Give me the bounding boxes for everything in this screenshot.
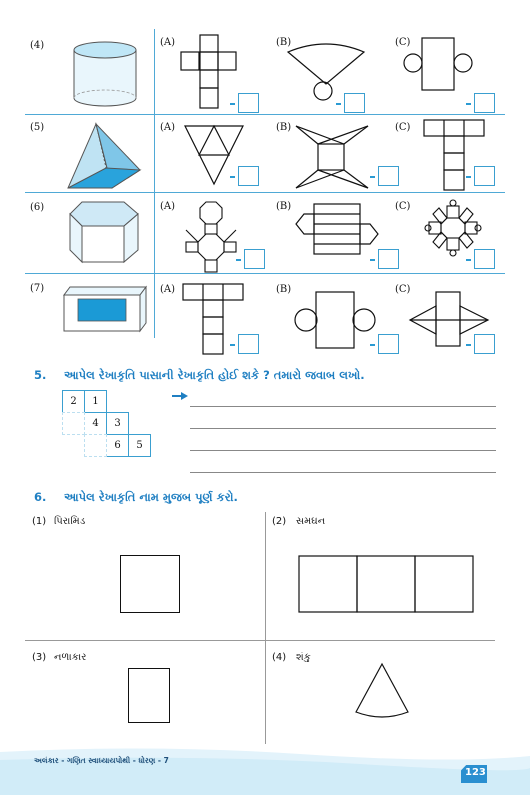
- cylinder-rectangle: [128, 668, 170, 723]
- answer-box[interactable]: [344, 93, 365, 113]
- footer-text: અલંકાર - ગણિત સ્વાધ્યાયપોથી - ધોરણ - 7: [34, 756, 169, 765]
- option-label: (C): [395, 201, 411, 212]
- net-hexagon-prism: [294, 200, 380, 258]
- answer-box[interactable]: [238, 93, 259, 113]
- cuboid-image: [60, 285, 150, 335]
- table-row-divider: [25, 114, 505, 115]
- hexagonal-prism-image: [68, 200, 140, 264]
- row-number: (5): [30, 122, 45, 133]
- dice-net-cell: 6: [106, 434, 129, 457]
- q6-item-name: પિરામિડ: [54, 516, 86, 527]
- question-6-title: આપેલ રેખાકૃતિ નામ મુજબ પૂર્ણ કરો.: [64, 490, 238, 504]
- net-star: [294, 124, 370, 190]
- q6-item-number: (4): [272, 652, 287, 663]
- answer-line[interactable]: [190, 472, 496, 473]
- answer-dash: [466, 344, 471, 346]
- pyramid-square-base: [120, 555, 180, 613]
- table-row-divider: [25, 273, 505, 274]
- dice-net-cell: 4: [84, 412, 107, 435]
- answer-box[interactable]: [238, 334, 259, 354]
- option-label: (B): [276, 284, 292, 295]
- answer-dash: [466, 259, 471, 261]
- pyramid-image: [66, 122, 142, 194]
- net-cylinder-b: [294, 290, 376, 352]
- answer-dash: [230, 344, 235, 346]
- option-label: (B): [276, 122, 292, 133]
- option-label: (A): [160, 122, 176, 133]
- answer-dash: [466, 103, 471, 105]
- page-number: 123: [465, 767, 486, 778]
- option-label: (A): [160, 201, 176, 212]
- net-octagon-prism-a: [182, 200, 242, 274]
- answer-dash: [336, 103, 341, 105]
- net-cross-cube: [180, 34, 240, 114]
- answer-box[interactable]: [378, 334, 399, 354]
- dice-net-cell: 3: [106, 412, 129, 435]
- option-label: (C): [395, 37, 411, 48]
- answer-box[interactable]: [238, 166, 259, 186]
- row-number: (7): [30, 283, 45, 294]
- table-divider-vertical: [154, 29, 155, 338]
- answer-dash: [370, 259, 375, 261]
- answer-box[interactable]: [474, 249, 495, 269]
- option-label: (B): [276, 201, 292, 212]
- question-6-number: 6.: [34, 490, 47, 504]
- option-label: (A): [160, 284, 176, 295]
- answer-line[interactable]: [190, 428, 496, 429]
- row-number: (4): [30, 40, 45, 51]
- answer-box[interactable]: [378, 166, 399, 186]
- footer-wave: [0, 746, 530, 795]
- q6-item-name: શંકુ: [296, 652, 311, 663]
- cone-sector: [352, 662, 412, 722]
- net-t-cube: [182, 282, 246, 358]
- answer-dash: [370, 176, 375, 178]
- dice-net-cell: 5: [128, 434, 151, 457]
- q6-item-number: (1): [32, 516, 47, 527]
- dice-net-cell: 1: [84, 390, 107, 413]
- row-number: (6): [30, 202, 45, 213]
- answer-line[interactable]: [190, 406, 496, 407]
- option-label: (C): [395, 122, 411, 133]
- answer-box[interactable]: [474, 334, 495, 354]
- net-triangle: [183, 124, 245, 186]
- dice-net-empty-cell: [84, 434, 107, 457]
- answer-box[interactable]: [244, 249, 265, 269]
- question-5-title: આપેલ રેખાકૃતિ પાસાની રેખાકૃતિ હોઈ શકે ? તમારો જવાબ લખો.: [64, 368, 365, 382]
- q6-item-number: (2): [272, 516, 287, 527]
- answer-box[interactable]: [474, 93, 495, 113]
- dice-net-cell: 2: [62, 390, 85, 413]
- question-5-number: 5.: [34, 368, 47, 382]
- q6-item-name: સમઘન: [296, 516, 326, 527]
- cylinder-image: [72, 40, 138, 108]
- answer-dash: [230, 103, 235, 105]
- answer-dash: [370, 344, 375, 346]
- option-label: (A): [160, 37, 176, 48]
- arrow-icon: [172, 392, 188, 400]
- option-label: (C): [395, 284, 411, 295]
- q6-divider-horizontal: [25, 640, 495, 641]
- cube-net-squares: [298, 555, 474, 613]
- answer-box[interactable]: [378, 249, 399, 269]
- q6-divider-vertical: [265, 512, 266, 744]
- answer-line[interactable]: [190, 450, 496, 451]
- dice-net-empty-cell: [62, 412, 85, 435]
- net-octagon-prism-c: [425, 200, 481, 256]
- q6-item-name: નળાકાર: [54, 652, 87, 663]
- answer-dash: [230, 176, 235, 178]
- net-cylinder: [402, 36, 482, 96]
- answer-dash: [466, 176, 471, 178]
- answer-box[interactable]: [474, 166, 495, 186]
- answer-dash: [236, 259, 241, 261]
- option-label: (B): [276, 37, 292, 48]
- q6-item-number: (3): [32, 652, 47, 663]
